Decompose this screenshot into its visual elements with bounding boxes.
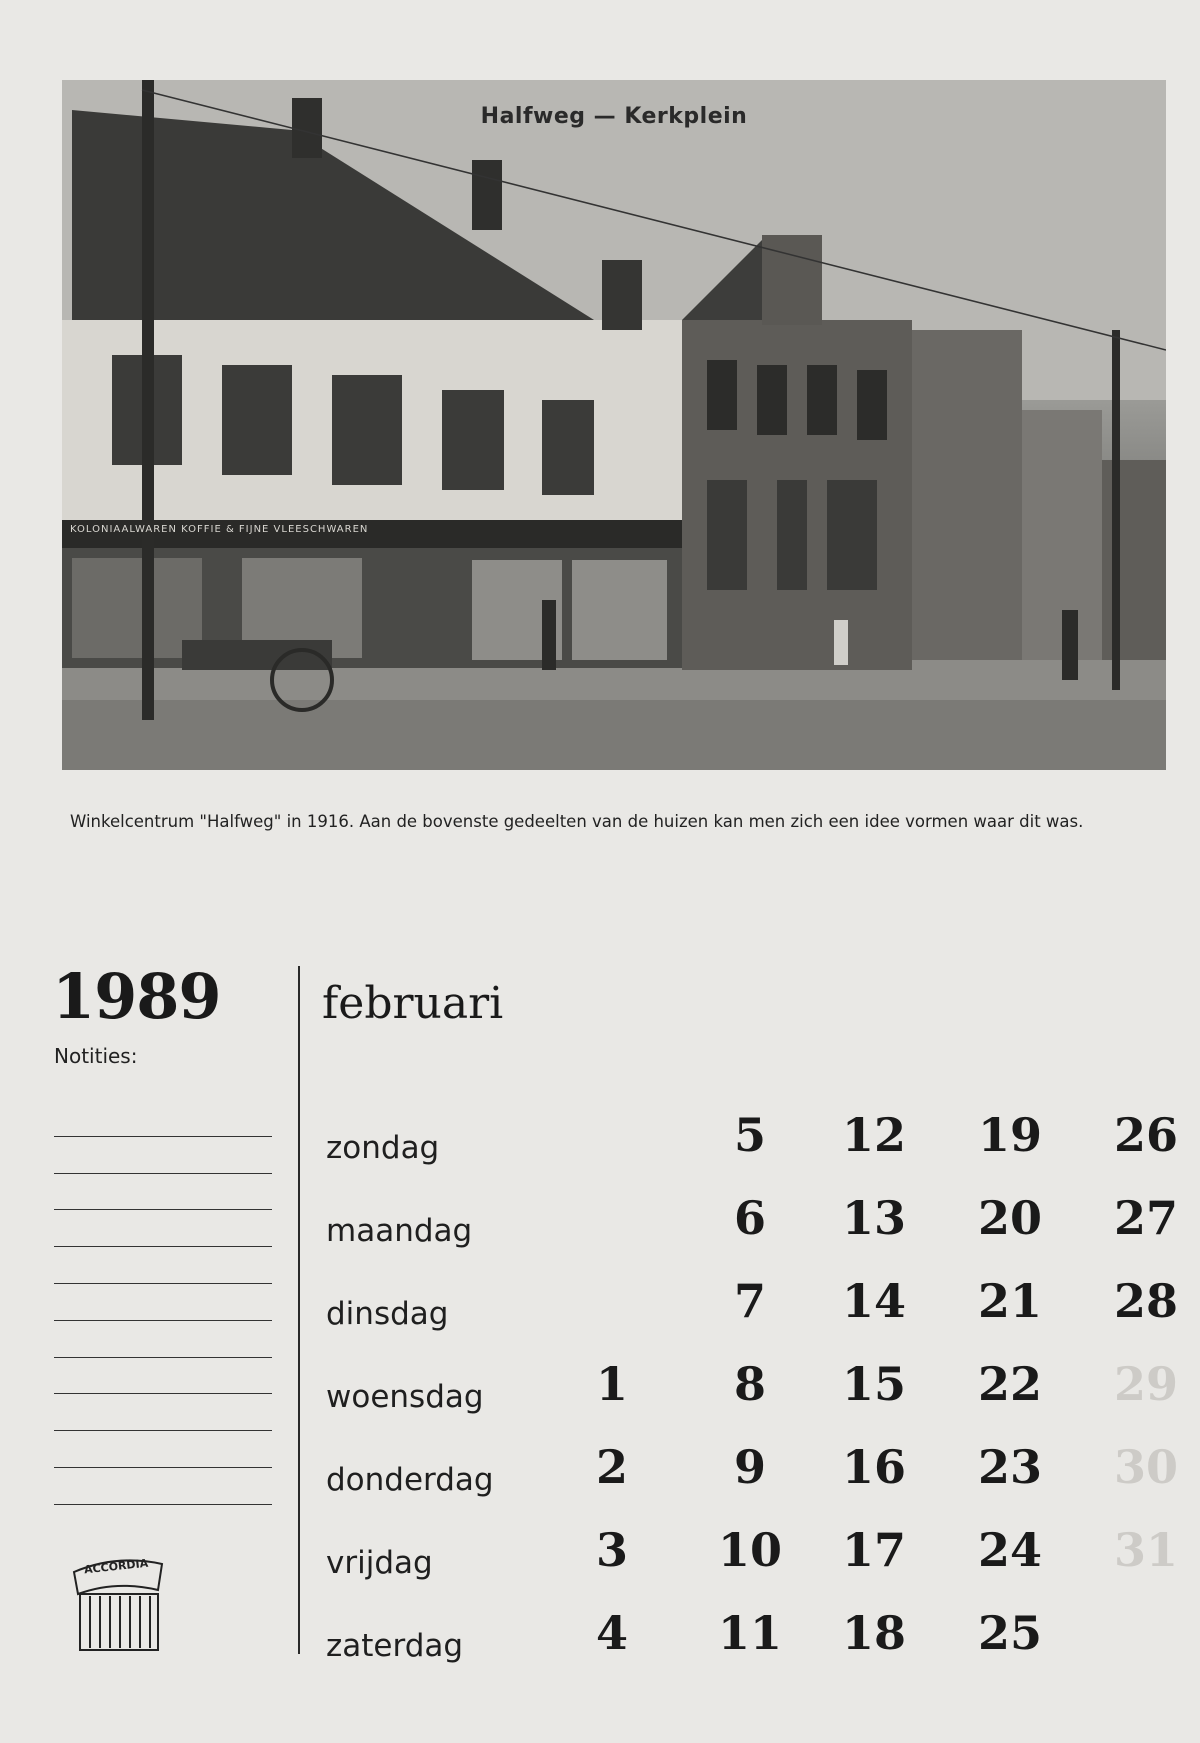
date-4[interactable]: 4 <box>595 1606 628 1660</box>
photo-title: Halfweg — Kerkplein <box>480 104 748 129</box>
shop-sign: KOLONIAALWAREN KOFFIE & FIJNE VLEESCHWAREN <box>70 524 369 535</box>
notes-label: Notities: <box>54 1044 138 1068</box>
date-19[interactable]: 19 <box>977 1108 1042 1162</box>
date-16[interactable]: 16 <box>841 1440 906 1494</box>
date-28[interactable]: 28 <box>1113 1274 1178 1328</box>
logo-text: ACCORDIA <box>83 1556 149 1577</box>
date-12[interactable]: 12 <box>841 1108 906 1162</box>
date-25[interactable]: 25 <box>977 1606 1042 1660</box>
date-17[interactable]: 17 <box>841 1523 906 1577</box>
month-title: februari <box>322 978 504 1029</box>
weekday-label-vrijdag: vrijdag <box>326 1545 433 1581</box>
date-27[interactable]: 27 <box>1113 1191 1178 1245</box>
date-20[interactable]: 20 <box>977 1191 1042 1245</box>
date-10[interactable]: 10 <box>717 1523 782 1577</box>
date-7[interactable]: 7 <box>733 1274 766 1328</box>
date-23[interactable]: 23 <box>977 1440 1042 1494</box>
weekday-label-zondag: zondag <box>326 1130 440 1166</box>
date-26[interactable]: 26 <box>1113 1108 1178 1162</box>
date-1[interactable]: 1 <box>595 1357 628 1411</box>
date-29[interactable]: 29 <box>1113 1357 1178 1411</box>
weekday-label-maandag: maandag <box>326 1213 473 1249</box>
date-5[interactable]: 5 <box>733 1108 766 1162</box>
date-6[interactable]: 6 <box>733 1191 766 1245</box>
year: 1989 <box>52 960 221 1033</box>
weekday-label-zaterdag: zaterdag <box>326 1628 464 1664</box>
date-3[interactable]: 3 <box>595 1523 628 1577</box>
date-14[interactable]: 14 <box>841 1274 906 1328</box>
date-31[interactable]: 31 <box>1113 1523 1178 1577</box>
date-15[interactable]: 15 <box>841 1357 906 1411</box>
date-18[interactable]: 18 <box>841 1606 906 1660</box>
date-8[interactable]: 8 <box>733 1357 766 1411</box>
date-22[interactable]: 22 <box>977 1357 1042 1411</box>
date-21[interactable]: 21 <box>977 1274 1042 1328</box>
date-30[interactable]: 30 <box>1113 1440 1178 1494</box>
date-13[interactable]: 13 <box>841 1191 906 1245</box>
date-9[interactable]: 9 <box>733 1440 766 1494</box>
weekday-label-woensdag: woensdag <box>326 1379 484 1415</box>
weekday-label-donderdag: donderdag <box>326 1462 494 1498</box>
date-24[interactable]: 24 <box>977 1523 1042 1577</box>
photo-caption: Winkelcentrum "Halfweg" in 1916. Aan de bovenste gedeelten van de huizen kan men zich een idee vormen waar dit was. <box>70 812 1084 831</box>
date-11[interactable]: 11 <box>717 1606 782 1660</box>
date-2[interactable]: 2 <box>595 1440 628 1494</box>
weekday-label-dinsdag: dinsdag <box>326 1296 449 1332</box>
